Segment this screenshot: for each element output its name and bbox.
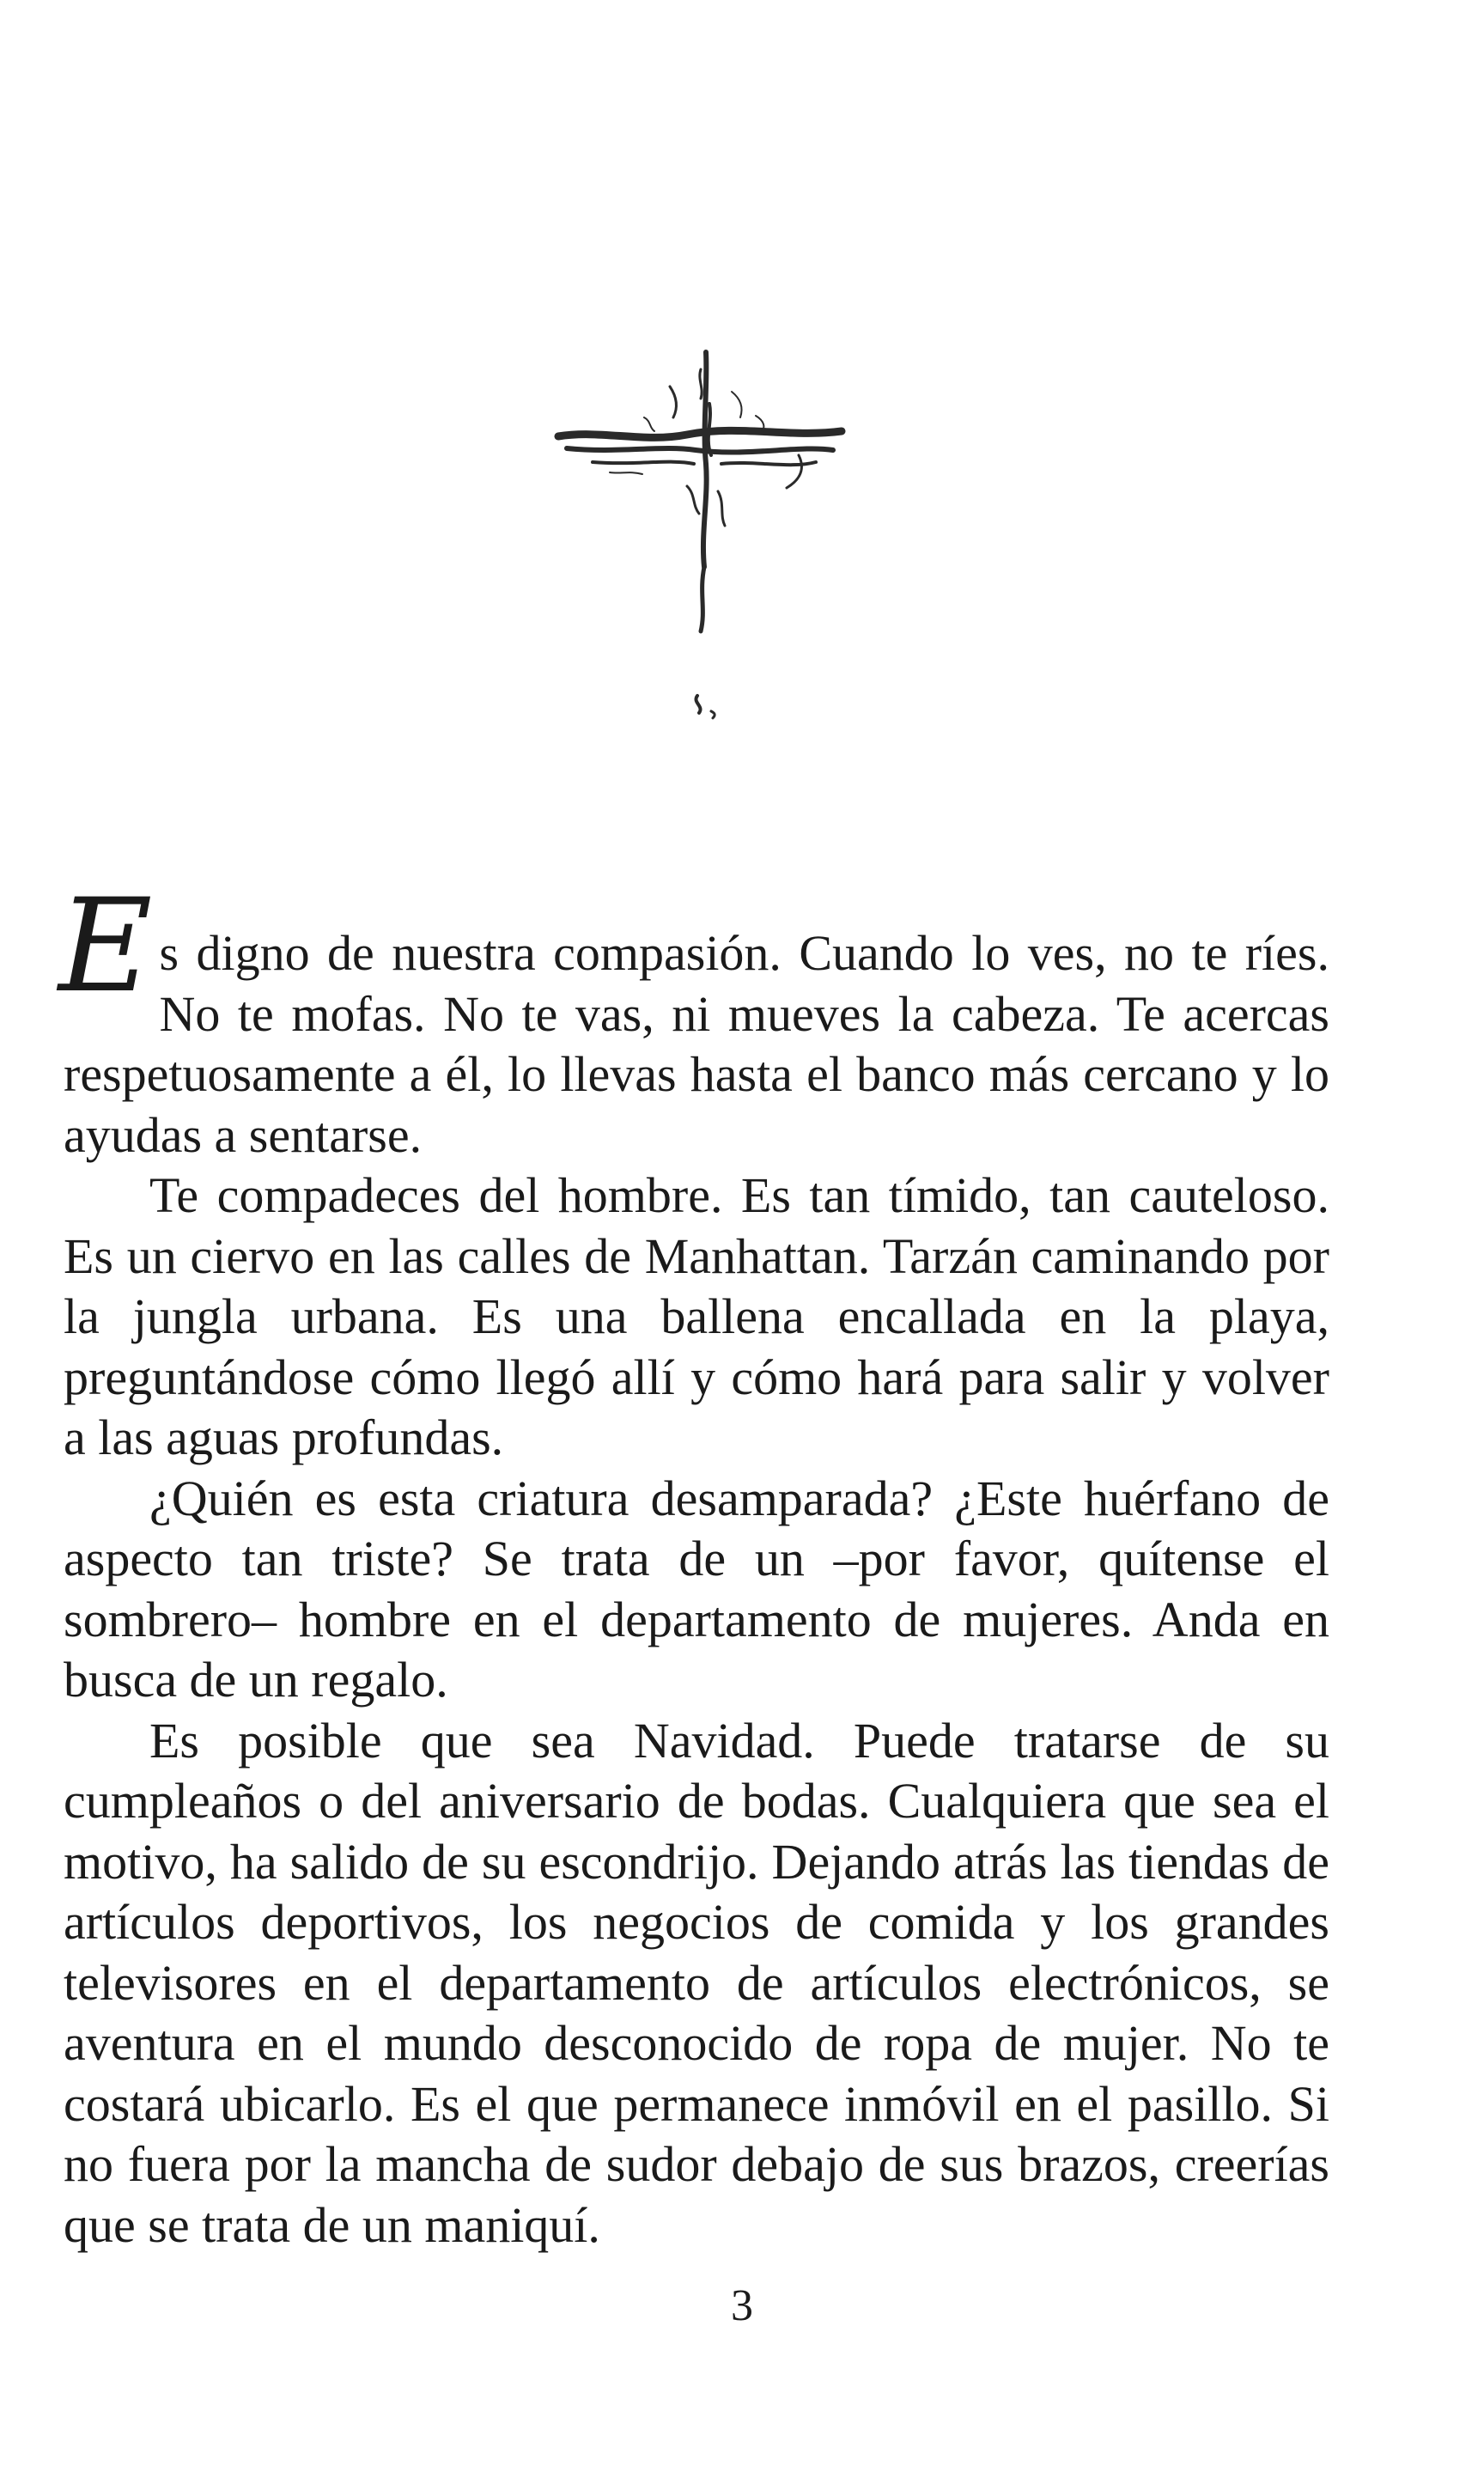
cross-ornament-icon — [541, 335, 867, 730]
paragraph — [58, 872, 1329, 1166]
body-text — [58, 872, 1329, 2256]
paragraph: Te compadeces del hombre. Es tan tímido, tan cauteloso. Es un ciervo en las calles de Manhattan. Tarzán caminando por la jungla urbana. Es una ballena encallada en la playa, preguntándose cómo llegó allí y cómo hará para salir y volver a las aguas profundas. — [64, 1167, 1329, 1465]
paragraph-text: s digno de nuestra compasión. Cuando lo ves, no te ríes. No te mofas. No te vas, ni mueves la cabeza. Te acercas respetuosamente a él, lo llevas hasta el banco más cercano y lo ayudas a sentarse. — [64, 925, 1329, 1163]
drop-cap: E — [58, 872, 153, 1021]
paragraph: ¿Quién es esta criatura desamparada? ¿Este huérfano de aspecto tan triste? Se trata de un –por favor, quítense el sombrero– hombre en el departamento de mujeres. Anda en busca de un regalo. — [64, 1470, 1329, 1708]
page-number: 3 — [731, 2281, 753, 2330]
paragraph: Es posible que sea Navidad. Puede tratarse de su cumpleaños o del aniversario de bodas. Cualquiera que sea el motivo, ha salido de su escondrijo. Dejando atrás las tiendas de artículos deportivos, los negocios de comida y los grandes televisores en el departamento de artículos electrónicos, se aventura en el mundo desconocido de ropa de mujer. No te costará ubicarlo. Es el que permanece inmóvil en el pasillo. Si no fuera por la mancha de sudor debajo de sus brazos, creerías que se trata de un maniquí. — [64, 1712, 1329, 2253]
